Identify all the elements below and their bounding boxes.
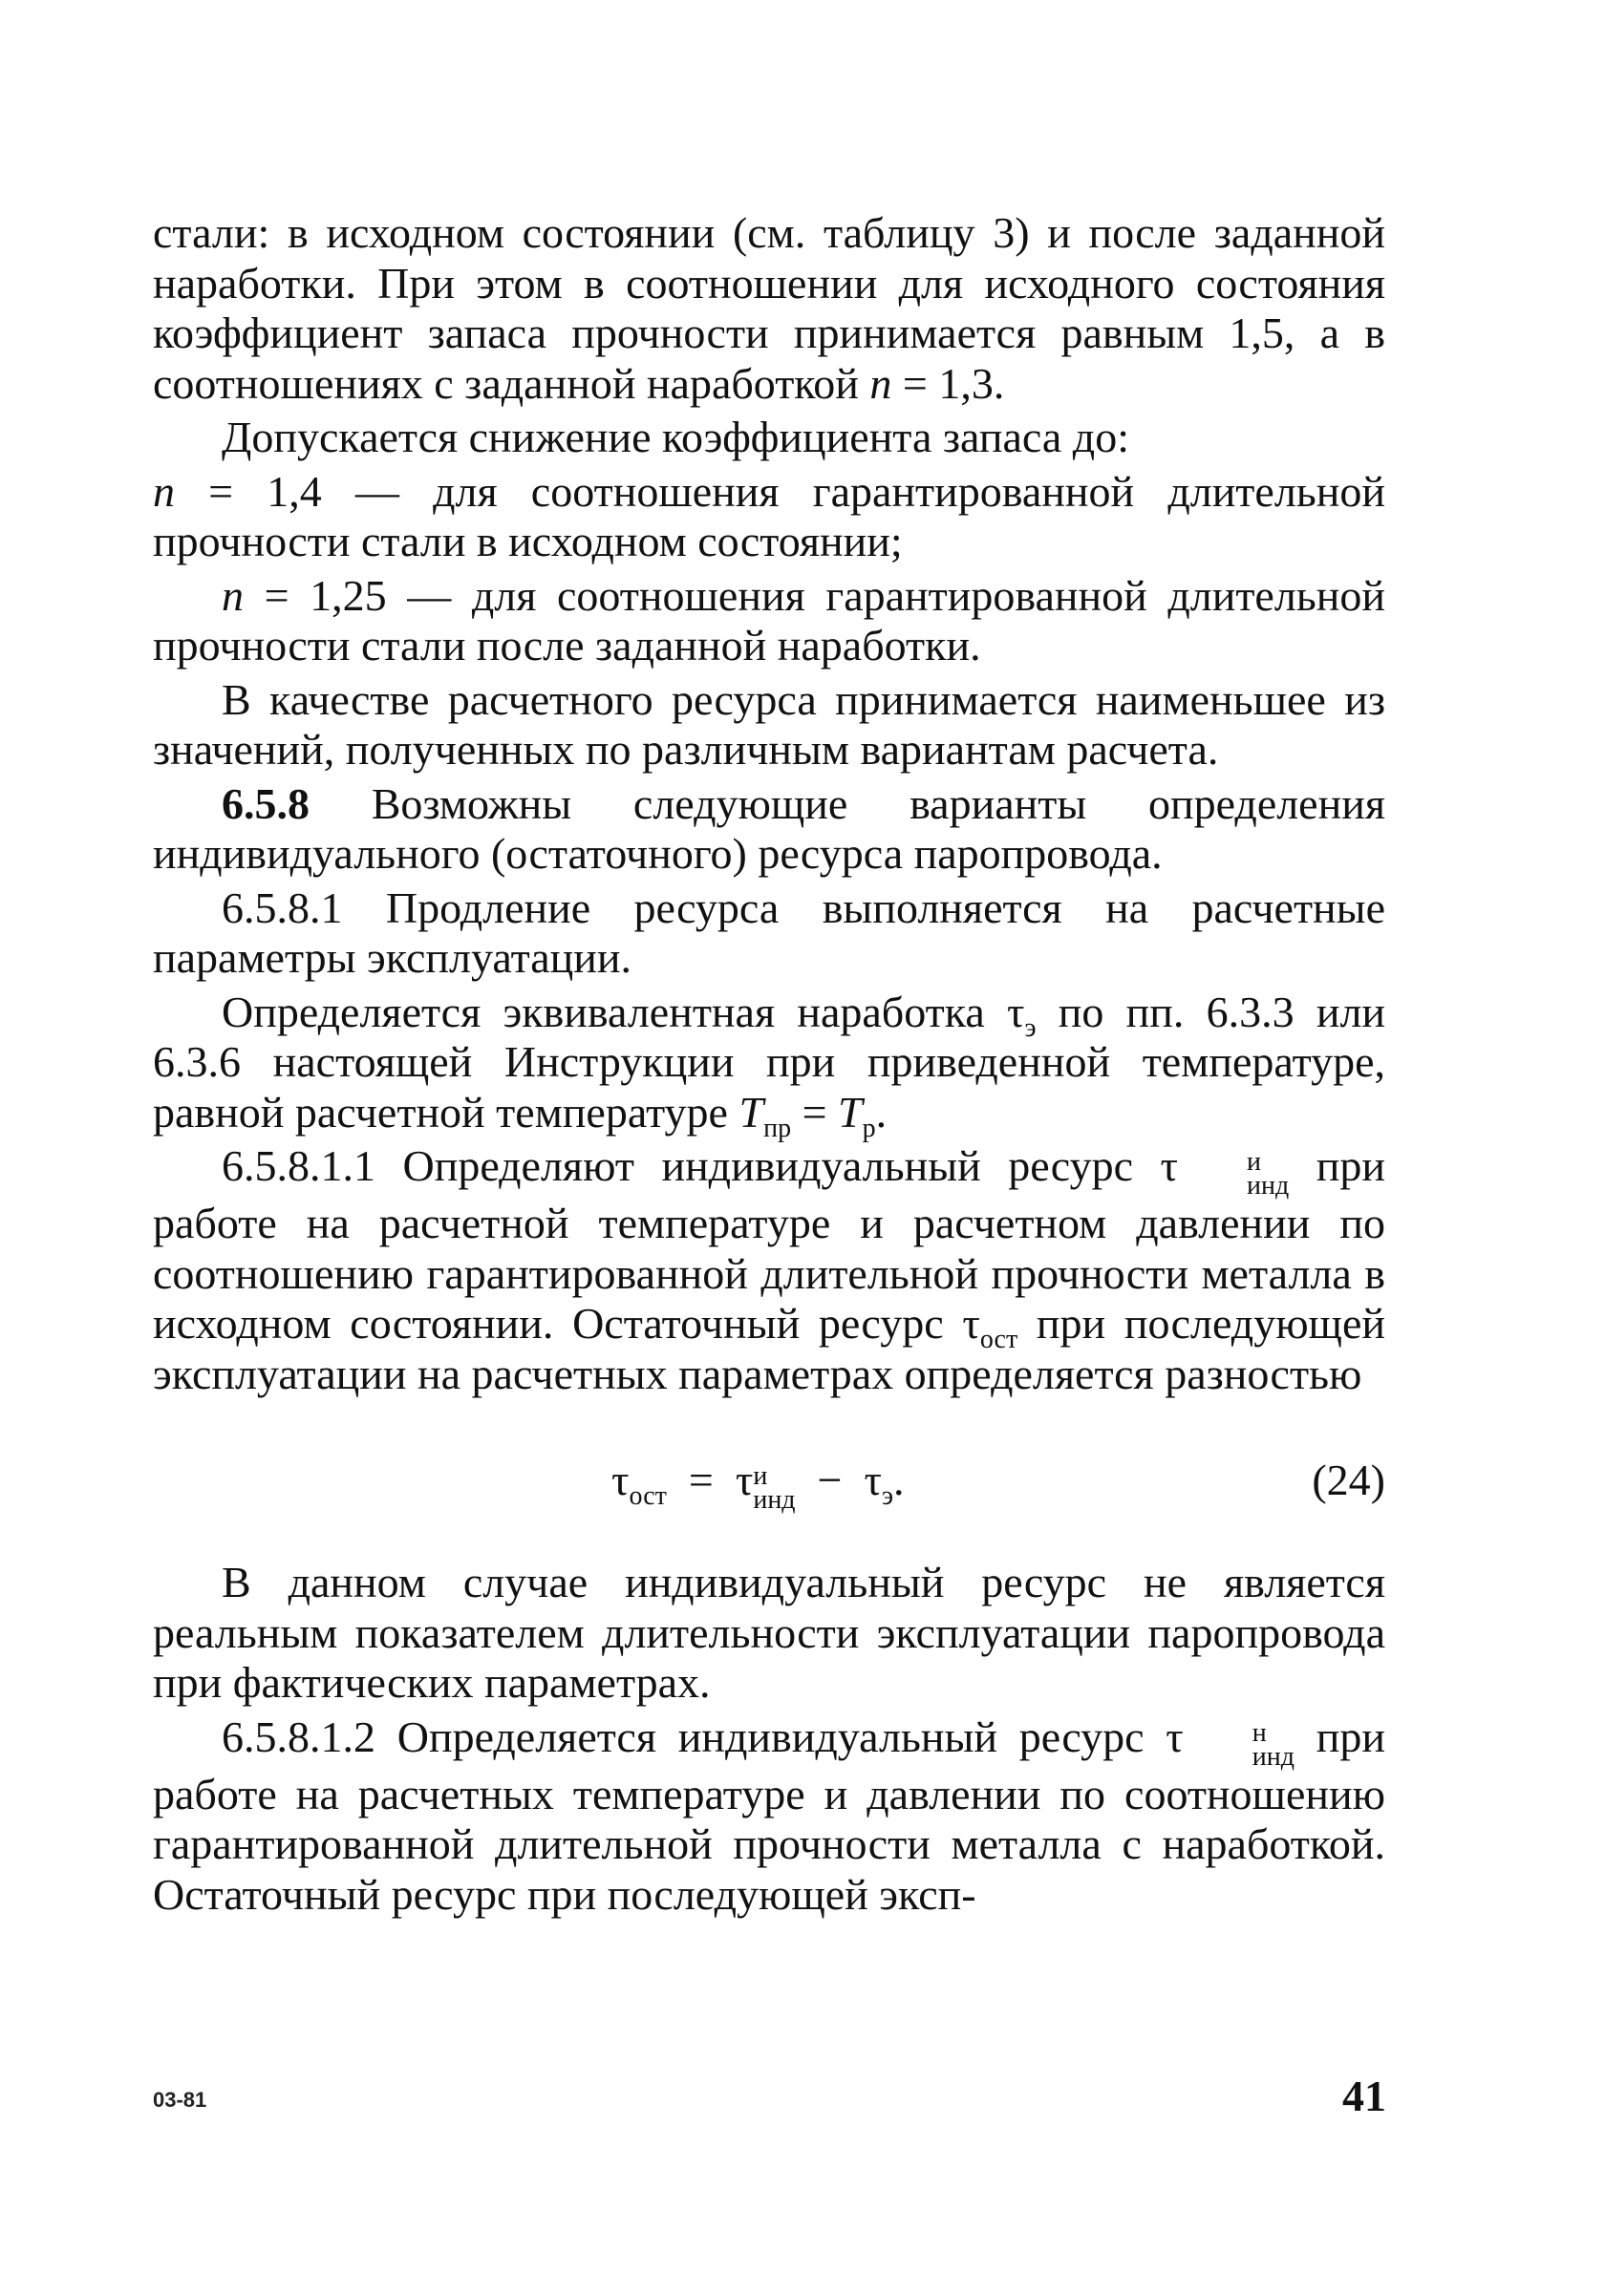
- symbol-tau-ost: $\tau_{ост}$: [962, 1299, 1018, 1354]
- symbol-T-pr: $T_{пр}$: [738, 1087, 792, 1143]
- symbol-n: n: [869, 358, 892, 408]
- section-number: 6.5.8: [222, 778, 310, 828]
- paragraph-reduction: [153, 413, 1385, 463]
- paragraph-reduction-item-2: [153, 571, 1385, 671]
- text: В данном случае индивидуальный ресурс не является реальным показателем длительности эксплуатации паропровода при фактических параметрах.: [153, 1558, 1385, 1707]
- text: = 1,25 — для соотношения гарантированной длительной прочности стали после заданной наработки.: [153, 570, 1386, 670]
- formula-number: (24): [1312, 1456, 1385, 1504]
- text: 6.5.8.1 Продление ресурса выполняется на расчетные параметры эксплуатации.: [153, 882, 1385, 982]
- symbol-tau-ind-i: τ и инд: [1160, 1141, 1290, 1201]
- paragraph-safety-factor: [153, 208, 1385, 409]
- text: = 1,4 — для соотношения гарантированной длительной прочности стали в исходном состоянии;: [153, 466, 1385, 565]
- text: В качестве расчетного ресурса принимается наименьшее из значений, полученных по различным вариантам расчета.: [153, 674, 1385, 774]
- symbol-tau-e: $\tau_э$: [1007, 987, 1037, 1043]
- text: Допускается снижение коэффициента запаса до:: [222, 413, 1129, 461]
- symbol-n: n: [153, 466, 175, 516]
- document-body: [153, 208, 1385, 1924]
- page-number: 41: [1342, 2072, 1386, 2120]
- text: при работе на расчетной температуре и расчетном давлении по соотношению гарантированной длительной прочности металла в исходном состоянии. Остаточный ресурс: [153, 1141, 1386, 1348]
- paragraph-reduction-item-1: [153, 467, 1385, 567]
- formula-24: [153, 1426, 1385, 1541]
- symbol-n: n: [222, 570, 244, 620]
- paragraph-design-resource: [153, 675, 1385, 776]
- paragraph-note: [153, 1558, 1385, 1709]
- paragraph-6-5-8-1-1: [153, 1141, 1385, 1399]
- symbol-tau-ind-n: τ н инд: [1166, 1711, 1295, 1772]
- text: Определяется эквивалентная наработка: [222, 987, 985, 1036]
- paragraph-6-5-8-1-2: [153, 1712, 1385, 1921]
- text: при последующей эксплуатации на расчетных параметрах определяется разностью: [153, 1299, 1386, 1398]
- symbol-T-r: $T_р$.: [838, 1087, 888, 1143]
- paragraph-6-5-8-1: [153, 883, 1385, 984]
- text: 6.5.8.1.2 Определяется индивидуальный ресурс: [222, 1711, 1145, 1761]
- paragraph-equivalent-time: [153, 987, 1386, 1143]
- text: = 1,3.: [902, 358, 1005, 408]
- equals-sign: =: [802, 1087, 827, 1137]
- text: 6.5.8.1.1 Определяют индивидуальный ресурс: [222, 1141, 1134, 1190]
- formula-expression: $\tau_{ост} = \tau$ и инд − $\tau_э$.: [611, 1456, 905, 1515]
- text: по пп. 6.3.3 или 6.3.6 настоящей Инструкции при приведенной температуре, равной расчетной температуре: [153, 987, 1386, 1137]
- footer-code: 03-81: [153, 2088, 207, 2112]
- text: стали: в исходном состоянии (см. таблицу 3) и после заданной наработки. При этом в соотношении для исходного состояния коэффициент запаса прочности принимается равным 1,5, а в соотношениях с заданной наработкой: [153, 208, 1385, 408]
- text: Возможны следующие варианты определения индивидуального (остаточного) ресурса паропровода.: [153, 778, 1385, 878]
- text: при работе на расчетных температуре и давлении по соотношению гарантированной длительной прочности металла с наработкой. Остаточный ресурс при последующей эксп-: [153, 1711, 1385, 1919]
- paragraph-6-5-8: [153, 779, 1385, 880]
